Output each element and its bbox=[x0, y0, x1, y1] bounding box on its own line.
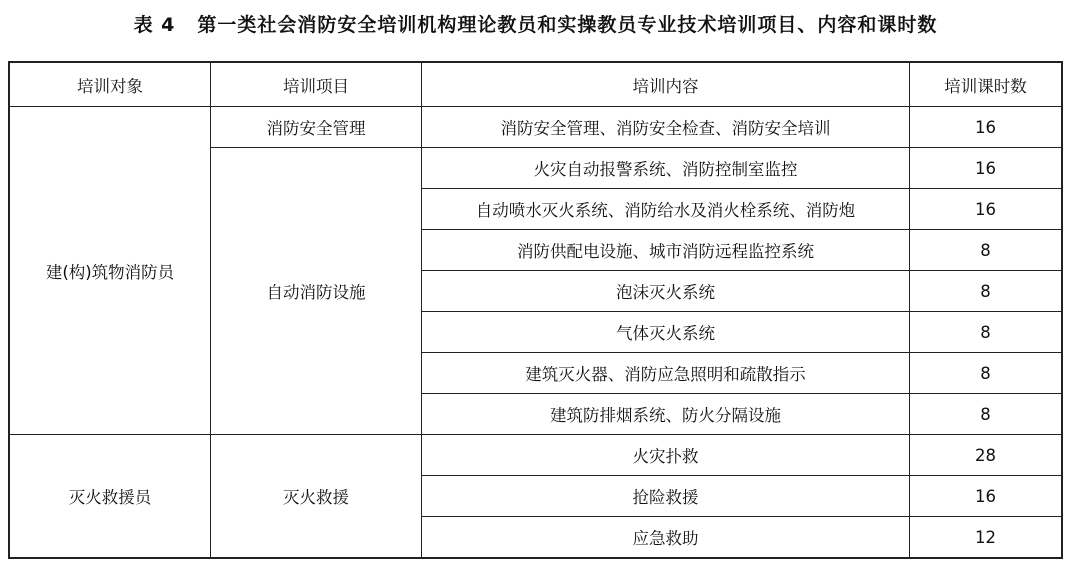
header-content: 培训内容 bbox=[422, 63, 910, 107]
cell-target: 建(构)筑物消防员 bbox=[10, 107, 211, 435]
training-table bbox=[9, 62, 1062, 558]
cell-content: 消防安全管理、消防安全检查、消防安全培训 bbox=[422, 107, 910, 148]
header-row bbox=[10, 63, 1062, 107]
cell-hours: 8 bbox=[910, 271, 1062, 312]
cell-hours: 16 bbox=[910, 189, 1062, 230]
cell-hours: 12 bbox=[910, 517, 1062, 558]
cell-hours: 8 bbox=[910, 394, 1062, 435]
cell-content: 建筑灭火器、消防应急照明和疏散指示 bbox=[422, 353, 910, 394]
cell-content: 火灾扑救 bbox=[422, 435, 910, 476]
table-row bbox=[10, 435, 1062, 476]
table-row bbox=[10, 107, 1062, 148]
cell-hours: 8 bbox=[910, 353, 1062, 394]
cell-content: 应急救助 bbox=[422, 517, 910, 558]
cell-project: 灭火救援 bbox=[211, 435, 422, 558]
cell-hours: 16 bbox=[910, 476, 1062, 517]
header-project: 培训项目 bbox=[211, 63, 422, 107]
cell-content: 消防供配电设施、城市消防远程监控系统 bbox=[422, 230, 910, 271]
table-title: 第一类社会消防安全培训机构理论教员和实操教员专业技术培训项目、内容和课时数 bbox=[197, 14, 938, 36]
cell-hours: 28 bbox=[910, 435, 1062, 476]
cell-content: 建筑防排烟系统、防火分隔设施 bbox=[422, 394, 910, 435]
cell-project: 自动消防设施 bbox=[211, 148, 422, 435]
table-caption bbox=[0, 10, 1071, 37]
header-target: 培训对象 bbox=[10, 63, 211, 107]
cell-content: 气体灭火系统 bbox=[422, 312, 910, 353]
cell-hours: 16 bbox=[910, 148, 1062, 189]
cell-content: 自动喷水灭火系统、消防给水及消火栓系统、消防炮 bbox=[422, 189, 910, 230]
cell-content: 火灾自动报警系统、消防控制室监控 bbox=[422, 148, 910, 189]
cell-content: 泡沫灭火系统 bbox=[422, 271, 910, 312]
header-hours: 培训课时数 bbox=[910, 63, 1062, 107]
cell-hours: 8 bbox=[910, 230, 1062, 271]
cell-hours: 16 bbox=[910, 107, 1062, 148]
cell-content: 抢险救援 bbox=[422, 476, 910, 517]
cell-project: 消防安全管理 bbox=[211, 107, 422, 148]
cell-hours: 8 bbox=[910, 312, 1062, 353]
table-number: 表 4 bbox=[133, 14, 176, 36]
cell-target: 灭火救援员 bbox=[10, 435, 211, 558]
